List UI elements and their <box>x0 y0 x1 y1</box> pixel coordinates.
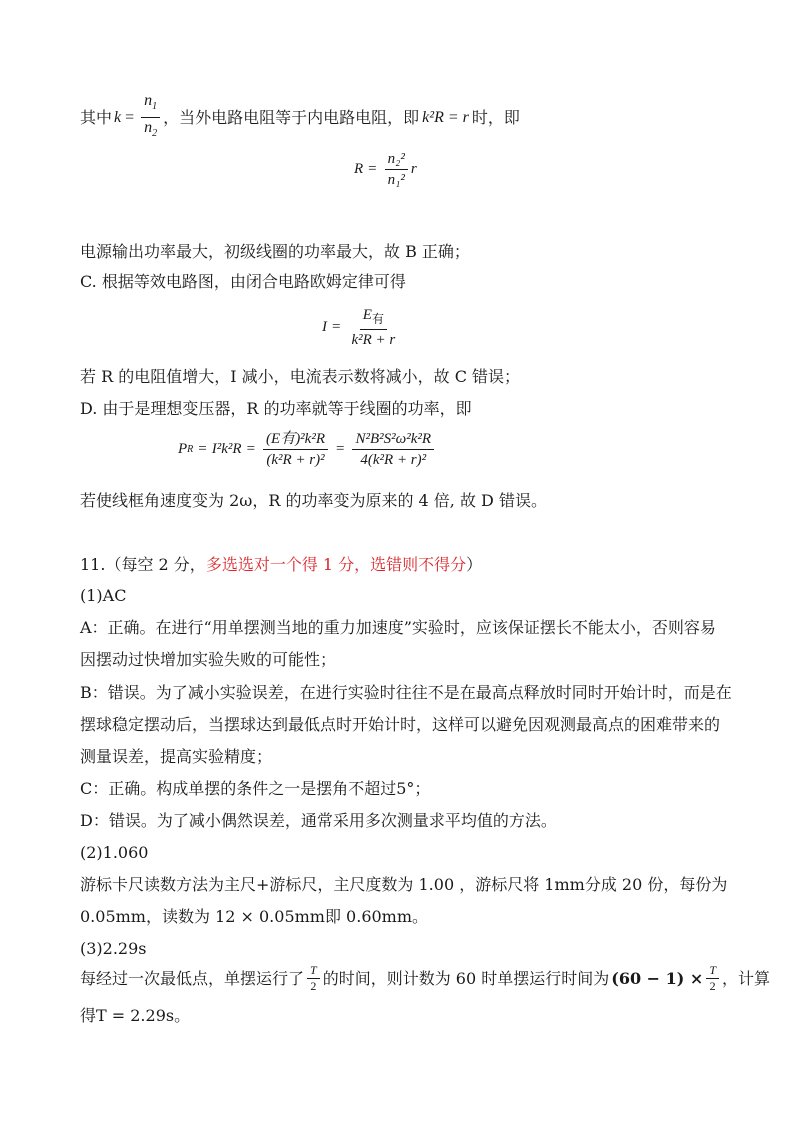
n1-symbol: n <box>144 92 153 109</box>
q11-title-start: 11.（每空 2 分， <box>80 555 206 574</box>
eq-i-fraction <box>348 306 398 349</box>
half-period-denominator-2: 2 <box>709 979 716 993</box>
half-period-fraction <box>307 964 320 993</box>
text-line-2: C. 根据等效电路图，由闭合电路欧姆定律可得 <box>80 272 406 291</box>
eq-r-fraction <box>385 150 408 189</box>
q11-title <box>80 554 482 576</box>
option-c-line: C：正确。构成单摆的条件之一是摆角不超过5°； <box>80 779 431 798</box>
option-b-line-1: B：错误。为了减小实验误差，在进行实验时往往不是在最高点释放时同时开始计时，而是在 <box>80 683 732 702</box>
eq-p-lhs-sub: R <box>187 444 194 455</box>
text-line-1: 电源输出功率最大，初级线圈的功率最大，故 B 正确； <box>80 242 470 261</box>
eq-i-denominator: k²R + r <box>351 332 396 348</box>
q11-title-end: ） <box>466 555 483 574</box>
equation-p <box>178 430 437 469</box>
intro-line <box>80 92 520 143</box>
n2-subscript: 2 <box>152 128 158 140</box>
eq-p-numerator-2: N²B²S²ω²k²R <box>352 430 434 450</box>
half-period-numerator: T <box>307 964 320 979</box>
eq-p-denominator-1: (k²R + r)² <box>266 452 325 468</box>
k-fraction <box>141 92 160 143</box>
vernier-line-2: 0.05mm，读数为 12 × 0.05mm即 0.60mm。 <box>80 907 429 926</box>
period-line-2: 得T = 2.29s。 <box>80 1006 191 1025</box>
vernier-line-1: 游标卡尺读数方法为主尺+游标尺，主尺度数为 1.00 ，游标尺将 1mm分成 20 份，每份为 <box>80 875 728 894</box>
option-a-line-1: A：正确。在进行“用单摆测当地的重力加速度”实验时，应该保证摆长不能太小，否则容易 <box>80 618 716 637</box>
k-variable: k <box>114 108 122 126</box>
eq-p-lhs: P <box>178 441 188 457</box>
eq-p-equals-2: = <box>246 441 256 457</box>
period-expression: (60 − 1) × <box>611 968 704 988</box>
eq-p-numerator-1: (E有)²k²R <box>263 430 328 450</box>
equation-i <box>322 306 401 349</box>
n2-symbol: n <box>144 119 153 137</box>
eq-r-numerator: n₂² <box>385 150 408 170</box>
intro-prefix: 其中 <box>80 107 113 127</box>
eq-r-tail: r <box>410 161 417 177</box>
eq-i-numerator-sub: 有 <box>371 312 384 326</box>
part-1-label: (1)AC <box>80 586 127 605</box>
eq-p-middle: I²k²R <box>211 441 242 457</box>
eq-r-denominator: n₁² <box>387 172 405 188</box>
eq-i-numerator: E <box>362 307 372 323</box>
option-b-line-3: 测量误差，提高实验精度； <box>80 747 273 766</box>
intro-suffix: 时，即 <box>471 107 520 127</box>
option-d-line: D：错误。为了减小偶然误差，通常采用多次测量求平均值的方法。 <box>80 811 557 830</box>
text-line-3: 若 R 的电阻值增大，I 减小，电流表示数将减小，故 C 错误； <box>80 367 521 386</box>
equation-r <box>354 150 417 189</box>
eq-i-lhs: I <box>322 319 327 335</box>
equals-sign: = <box>125 108 135 126</box>
eq-p-equals-3: = <box>336 441 345 457</box>
eq-p-fraction-2 <box>352 430 434 469</box>
condition-expression: k²R = r <box>422 108 469 126</box>
text-line-5: 若使线框角速度变为 2ω，R 的功率变为原来的 4 倍, 故 D 错误。 <box>80 491 547 510</box>
period-text-c: ，计算 <box>722 968 771 988</box>
period-line-1 <box>80 964 770 993</box>
eq-i-equals: = <box>332 319 341 335</box>
intro-middle: ，当外电路电阻等于内电路电阻，即 <box>163 107 420 127</box>
half-period-fraction-2 <box>706 964 719 993</box>
eq-r-equals: = <box>368 161 377 177</box>
text-line-4: D. 由于是理想变压器，R 的功率就等于线圈的功率，即 <box>80 399 472 418</box>
option-a-line-2: 因摆动过快增加实验失败的可能性； <box>80 650 337 669</box>
option-b-line-2: 摆球稳定摆动后，当摆球达到最低点时开始计时，这样可以避免因观测最高点的困难带来的 <box>80 715 721 734</box>
eq-p-fraction-1 <box>263 430 328 469</box>
eq-p-equals-1: = <box>198 441 207 457</box>
part-2-label: (2)1.060 <box>80 843 149 862</box>
half-period-denominator: 2 <box>310 979 317 993</box>
period-text-a: 每经过一次最低点，单摆运行了 <box>80 968 305 988</box>
eq-r-lhs: R <box>354 161 364 177</box>
period-text-b: 的时间，则计数为 60 时单摆运行时间为 <box>322 968 610 988</box>
q11-scoring-note: 多选选对一个得 1 分，选错则不得分 <box>205 555 467 574</box>
half-period-numerator-2: T <box>706 964 719 979</box>
eq-p-denominator-2: 4(k²R + r)² <box>360 452 427 468</box>
n1-subscript: 1 <box>152 101 158 113</box>
part-3-label: (3)2.29s <box>80 939 147 958</box>
